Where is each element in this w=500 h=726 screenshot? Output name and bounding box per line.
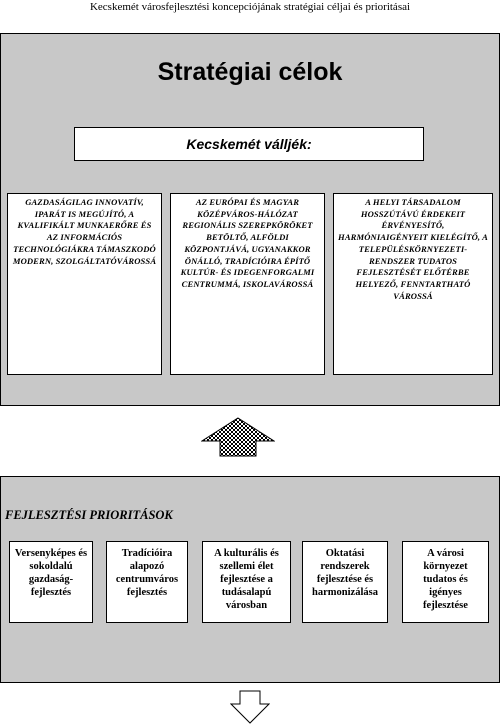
priority-box-culture: A kulturális és szellemi élet fejlesztése a tudásalapú városban — [202, 541, 291, 623]
priorities-title: FEJLESZTÉSI PRIORITÁSOK — [5, 508, 173, 522]
page-title: Kecskemét városfejlesztési koncepciójának stratégiai céljai és prioritásai — [89, 1, 411, 13]
arrow-down-icon — [230, 690, 270, 724]
priority-box-economy: Versenyképes és sokoldalú gazdaság-fejlesztés — [9, 541, 93, 623]
arrow-up-icon — [201, 417, 275, 457]
priority-box-center: Tradícióira alapozó centrumváros fejlesztés — [106, 541, 188, 623]
strategic-goals-title: Stratégiai célok — [157, 58, 343, 86]
priority-box-environment: A városi környezet tudatos és igényes fejlesztése — [402, 541, 489, 623]
goal-box-economy: GAZDASÁGILAG INNOVATÍV, IPARÁT IS MEGÚJÍTÓ, A KVALIFIKÁLT MUNKAERŐRE ÉS AZ INFORMÁCIÓS TECHNOLÓGIÁKRA TÁMASZKODÓ MODERN, SZOLGÁLTATÓVÁROSSÁ — [7, 193, 162, 375]
goal-box-regional-center: AZ EURÓPAI ÉS MAGYAR KÖZÉPVÁROS-HÁLÓZAT REGIONÁLIS SZEREPKÖRÖKET BETÖLTŐ, ALFÖLDI KÖZPONTJÁVÁ, UGYANAKKOR ÖNÁLLÓ, TRADÍCIÓIRA ÉPÍTŐ KULTÚR- ÉS IDEGENFORGALMI CENTRUMMÁ, ISKOLAVÁROSSÁ — [170, 193, 325, 375]
vision-label-box: Kecskemét válljék: — [74, 127, 424, 161]
goal-box-sustainable-city: A HELYI TÁRSADALOM HOSSZÚTÁVÚ ÉRDEKEIT ÉRVÉNYESÍTŐ, HARMÓNIAIGÉNYEIT KIELÉGÍTŐ, A TELEPÜLÉSKÖRNYEZETI-RENDSZER TUDATOS FEJLESZTÉSÉT ELŐTÉRBE HELYEZŐ, FENNTARTHATÓ VÁROSSÁ — [333, 193, 493, 375]
priority-box-education: Oktatási rendszerek fejlesztése és harmonizálása — [302, 541, 388, 623]
